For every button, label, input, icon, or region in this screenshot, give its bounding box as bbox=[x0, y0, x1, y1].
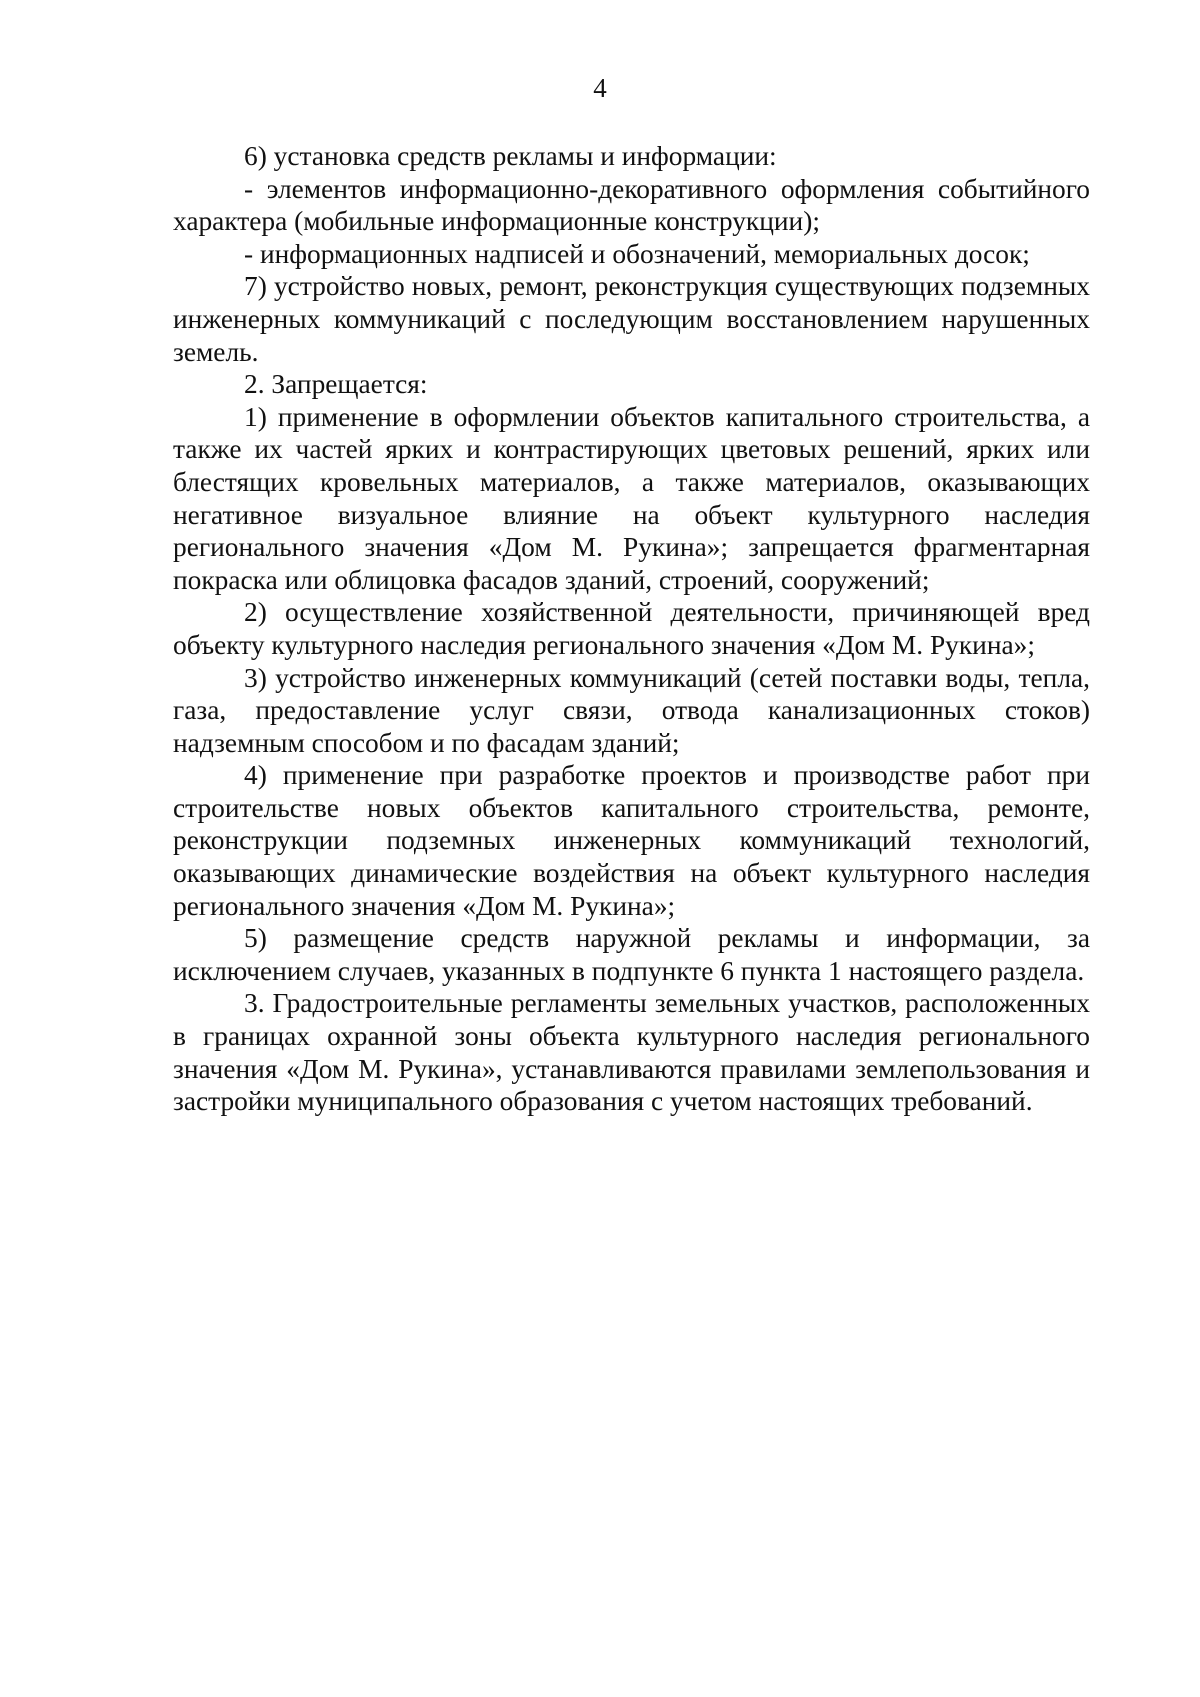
page-number: 4 bbox=[593, 73, 607, 103]
paragraph-section-2-prohibited: 2. Запрещается: bbox=[244, 369, 428, 400]
document-body bbox=[173, 140, 1090, 1118]
paragraph-prohibition-2: 2) осуществление хозяйственной деятельности, причиняющей вред объекту культурного наследия регионального значения «Дом М. Рукина»; bbox=[173, 597, 1090, 660]
paragraph-section-3-regulations: 3. Градостроительные регламенты земельных участков, расположенных в границах охранной зоны объекта культурного наследия регионального значения «Дом М. Рукина», устанавливаются правилами землепользования и застройки муниципального образования с учетом настоящих требований. bbox=[173, 988, 1090, 1117]
paragraph-decorative-elements: - элементов информационно-декоративного оформления событийного характера (мобильные информационные конструкции); bbox=[173, 173, 1090, 237]
paragraph-item-6-advertising: 6) установка средств рекламы и информации: bbox=[244, 141, 777, 171]
paragraph-prohibition-5: 5) размещение средств наружной рекламы и информации, за исключением случаев, указанных в подпункте 6 пункта 1 настоящего раздела. bbox=[173, 923, 1090, 986]
paragraph-prohibition-4: 4) применение при разработке проектов и производстве работ при строительстве новых объектов капитального строительства, ремонте, реконструкции подземных инженерных коммуникаций технологий, оказывающих динамические воздействия на объект культурного наследия регионального значения «Дом М. Рукина»; bbox=[173, 760, 1090, 921]
paragraph-prohibition-3: 3) устройство инженерных коммуникаций (сетей поставки воды, тепла, газа, предоставление услуг связи, отвода канализационных стоков) надземным способом и по фасадам зданий; bbox=[173, 662, 1090, 758]
paragraph-informational-inscriptions: - информационных надписей и обозначений, мемориальных досок; bbox=[244, 238, 1030, 269]
paragraph-prohibition-1: 1) применение в оформлении объектов капитального строительства, а также их частей ярких и контрастирующих цветовых решений, ярких или блестящих кровельных материалов, а также материалов, оказывающих негативное визуальное влияние на объект культурного наследия регионального значения «Дом М. Рукина»; запрещается фрагментарная покраска или облицовка фасадов зданий, строений, сооружений; bbox=[173, 401, 1090, 595]
paragraph-item-7-utilities: 7) устройство новых, ремонт, реконструкция существующих подземных инженерных коммуникаций с последующим восстановлением нарушенных земель. bbox=[173, 271, 1090, 367]
